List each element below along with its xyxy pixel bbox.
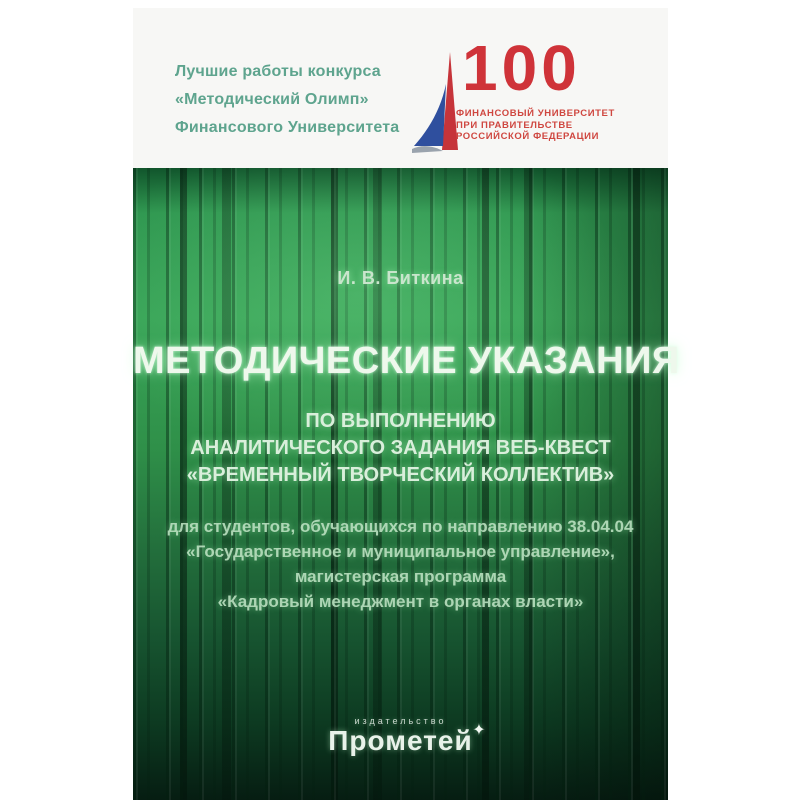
subtitle-line-1: ПО ВЫПОЛНЕНИЮ <box>305 410 496 432</box>
book-subtitle <box>133 408 668 489</box>
curtain-background <box>133 168 680 800</box>
publisher-name-text: Прометей <box>328 725 473 756</box>
competition-line-2: «Методический Олимп» <box>175 91 369 108</box>
publisher-logo <box>133 716 668 756</box>
university-centennial-logo <box>410 32 640 160</box>
header-band <box>133 8 668 168</box>
number-100: 100 <box>462 32 581 104</box>
audience-line-3: магистерская программа <box>294 567 507 586</box>
university-line-2: ПРИ ПРАВИТЕЛЬСТВЕ <box>456 119 573 131</box>
university-line-1: ФИНАНСОВЫЙ УНИВЕРСИТЕТ <box>456 108 615 119</box>
author-name: И. В. Биткина <box>337 268 464 288</box>
audience-line-2: «Государственное и муниципальное управление», <box>186 542 615 561</box>
publisher-name <box>328 722 487 756</box>
competition-line-1: Лучшие работы конкурса <box>175 63 381 80</box>
audience-description <box>133 514 668 614</box>
book-title: МЕТОДИЧЕСКИЕ УКАЗАНИЯ <box>133 340 680 382</box>
audience-line-1: для студентов, обучающихся по направлению 38.04.04 <box>167 517 634 536</box>
book-cover <box>133 8 680 800</box>
competition-line-3: Финансового Университета <box>175 119 400 136</box>
star-icon: ✦ <box>472 722 487 739</box>
competition-caption <box>175 58 399 142</box>
university-name <box>456 108 615 143</box>
subtitle-line-2: АНАЛИТИЧЕСКОГО ЗАДАНИЯ ВЕБ-КВЕСТ <box>190 437 611 459</box>
publisher-label: издательство <box>354 716 447 726</box>
university-line-3: РОССИЙСКОЙ ФЕДЕРАЦИИ <box>456 131 600 142</box>
subtitle-line-3: «ВРЕМЕННЫЙ ТВОРЧЕСКИЙ КОЛЛЕКТИВ» <box>186 464 615 486</box>
audience-line-4: «Кадровый менеджмент в органах власти» <box>217 592 584 611</box>
